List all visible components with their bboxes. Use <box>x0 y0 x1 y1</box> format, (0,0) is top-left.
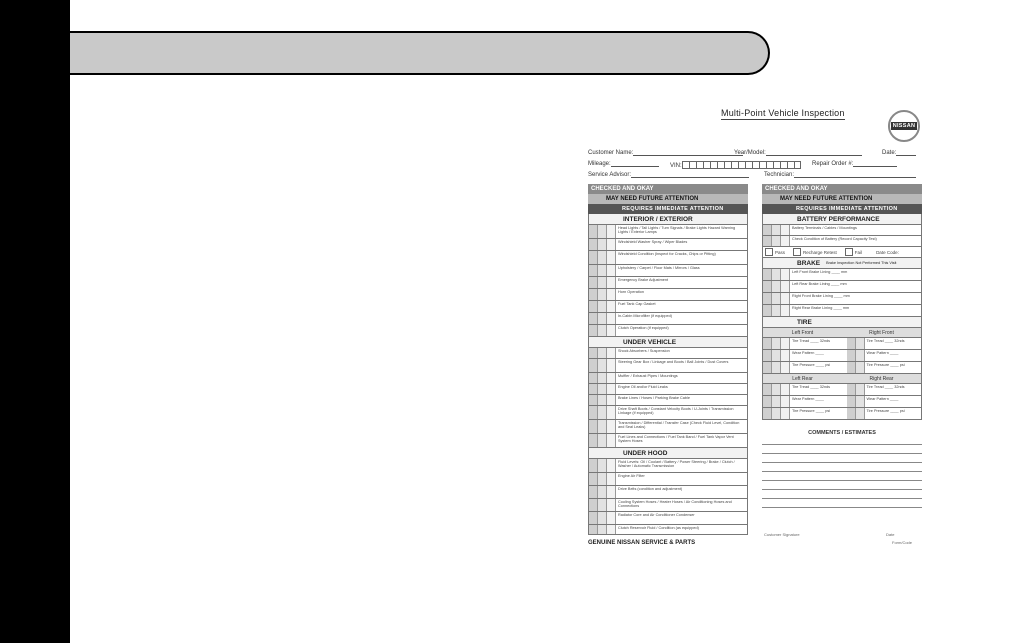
list-item: Head Lights / Tail Lights / Turn Signals / Brake Lights Hazard Warning Lights / Exterior Lamps <box>588 225 748 239</box>
field-date: Date: <box>882 150 916 156</box>
list-item: Transmission / Differential / Transfer Case (Check Fluid Level, Condition and Seal Leaks) <box>588 420 748 434</box>
list-item: Radiator Core and Air Conditioner Condenser <box>588 512 748 525</box>
list-item: Windshield Condition (Inspect for Cracks, Chips or Pitting) <box>588 251 748 265</box>
battery-options: Pass Recharge Retest Fail Date Code: <box>762 247 922 258</box>
field-vin: VIN: <box>670 161 801 169</box>
list-item: Fluid Levels: Oil / Coolant / Battery / Power Steering / Brake / Clutch / Washer / Automatic Transmission <box>588 459 748 473</box>
left-black-bar <box>0 0 70 643</box>
list-item: Horn Operation <box>588 289 748 301</box>
list-item: Wear Pattern ____ Wear Pattern ____ <box>762 350 922 362</box>
field-mileage: Mileage: <box>588 161 659 167</box>
section-battery: BATTERY PERFORMANCE <box>762 214 922 225</box>
list-item: Engine Air Filter <box>588 473 748 486</box>
list-item: Tire Tread ____ 32nds Tire Tread ____ 32nds <box>762 338 922 350</box>
header-tab-bar <box>70 31 770 75</box>
tire-front-header: Left Front Right Front <box>762 328 922 338</box>
list-item: Emergency Brake Adjustment <box>588 277 748 289</box>
comments-title: COMMENTS / ESTIMATES <box>808 430 876 436</box>
inspection-form-image <box>586 98 922 553</box>
form-code: Form/Code <box>892 540 913 545</box>
section-under-vehicle: UNDER VEHICLE <box>588 337 748 348</box>
legend-immediate: REQUIRES IMMEDIATE ATTENTION <box>588 204 748 214</box>
list-item: Right Front Brake Lining ____ mm <box>762 293 922 305</box>
field-customer-name: Customer Name: <box>588 150 743 156</box>
section-interior-exterior: INTERIOR / EXTERIOR <box>588 214 748 225</box>
signature-date-label: Date <box>886 532 895 537</box>
signature-label: Customer Signature <box>764 532 800 537</box>
form-title: Multi-Point Vehicle Inspection <box>721 108 845 118</box>
list-item: Clutch Operation (if equipped) <box>588 325 748 337</box>
list-item: Tire Tread ____ 32nds Tire Tread ____ 32nds <box>762 384 922 396</box>
list-item: Shock Absorbers / Suspension <box>588 348 748 359</box>
list-item: Drive Belts (condition and adjustment) <box>588 486 748 499</box>
legend-future: MAY NEED FUTURE ATTENTION <box>588 194 748 204</box>
list-item: Check Condition of Battery (Record Capacity Test) <box>762 236 922 247</box>
list-item: Brake Lines / Hoses / Parking Brake Cable <box>588 395 748 406</box>
list-item: Steering Gear Box / Linkage and Boots / Ball Joints / Dust Covers <box>588 359 748 373</box>
left-column <box>588 184 748 535</box>
list-item: Left Front Brake Lining ____ mm <box>762 269 922 281</box>
list-item: Muffler / Exhaust Pipes / Mountings <box>588 373 748 384</box>
list-item: Cooling System Hoses / Heater Hoses / Air Conditioning Hoses and Connections <box>588 499 748 512</box>
list-item: Tire Pressure ____ psi Tire Pressure ____ psi <box>762 362 922 374</box>
legend-checked-right: CHECKED AND OKAY <box>762 184 922 194</box>
list-item: Clutch Reservoir Fluid / Condition (as equipped) <box>588 525 748 535</box>
field-year-model: Year/Model: <box>734 150 862 156</box>
section-brake: BRAKE Brake Inspection Not Performed This Visit <box>762 258 922 269</box>
field-repair-order: Repair Order #: <box>812 161 897 167</box>
field-service-advisor: Service Advisor: <box>588 172 749 178</box>
list-item: Engine Oil and/or Fluid Leaks <box>588 384 748 395</box>
list-item: Windshield Washer Spray / Wiper Blades <box>588 239 748 251</box>
list-item: Battery Terminals / Cables / Mountings <box>762 225 922 236</box>
section-under-hood: UNDER HOOD <box>588 448 748 459</box>
legend-future-right: MAY NEED FUTURE ATTENTION <box>762 194 922 204</box>
tire-rear-header: Left Rear Right Rear <box>762 374 922 384</box>
legend-checked: CHECKED AND OKAY <box>588 184 748 194</box>
list-item: Drive Shaft Boots / Constant Velocity Boots / U-Joints / Transmission Linkage (if equipped) <box>588 406 748 420</box>
right-column <box>762 184 922 508</box>
legend-immediate-right: REQUIRES IMMEDIATE ATTENTION <box>762 204 922 214</box>
list-item: Right Rear Brake Lining ____ mm <box>762 305 922 317</box>
section-tire: TIRE <box>762 317 922 328</box>
list-item: Tire Pressure ____ psi Tire Pressure ____ psi <box>762 408 922 420</box>
field-technician: Technician: <box>764 172 916 178</box>
nissan-logo <box>888 110 920 142</box>
list-item: Left Rear Brake Lining ____ mm <box>762 281 922 293</box>
logo-text: NISSAN <box>892 123 916 129</box>
list-item: Fuel Lines and Connections / Fuel Tank Band / Fuel Tank Vapor Vent System Hoses <box>588 434 748 448</box>
form-footer: GENUINE NISSAN SERVICE & PARTS <box>588 540 696 546</box>
list-item: Upholstery / Carpet / Floor Mats / Mirrors / Glass <box>588 265 748 277</box>
list-item: Fuel Tank Cap Gasket <box>588 301 748 313</box>
list-item: In-Cabin Microfilter (if equipped) <box>588 313 748 325</box>
list-item: Wear Pattern ____ Wear Pattern ____ <box>762 396 922 408</box>
vin-boxes <box>682 161 801 169</box>
